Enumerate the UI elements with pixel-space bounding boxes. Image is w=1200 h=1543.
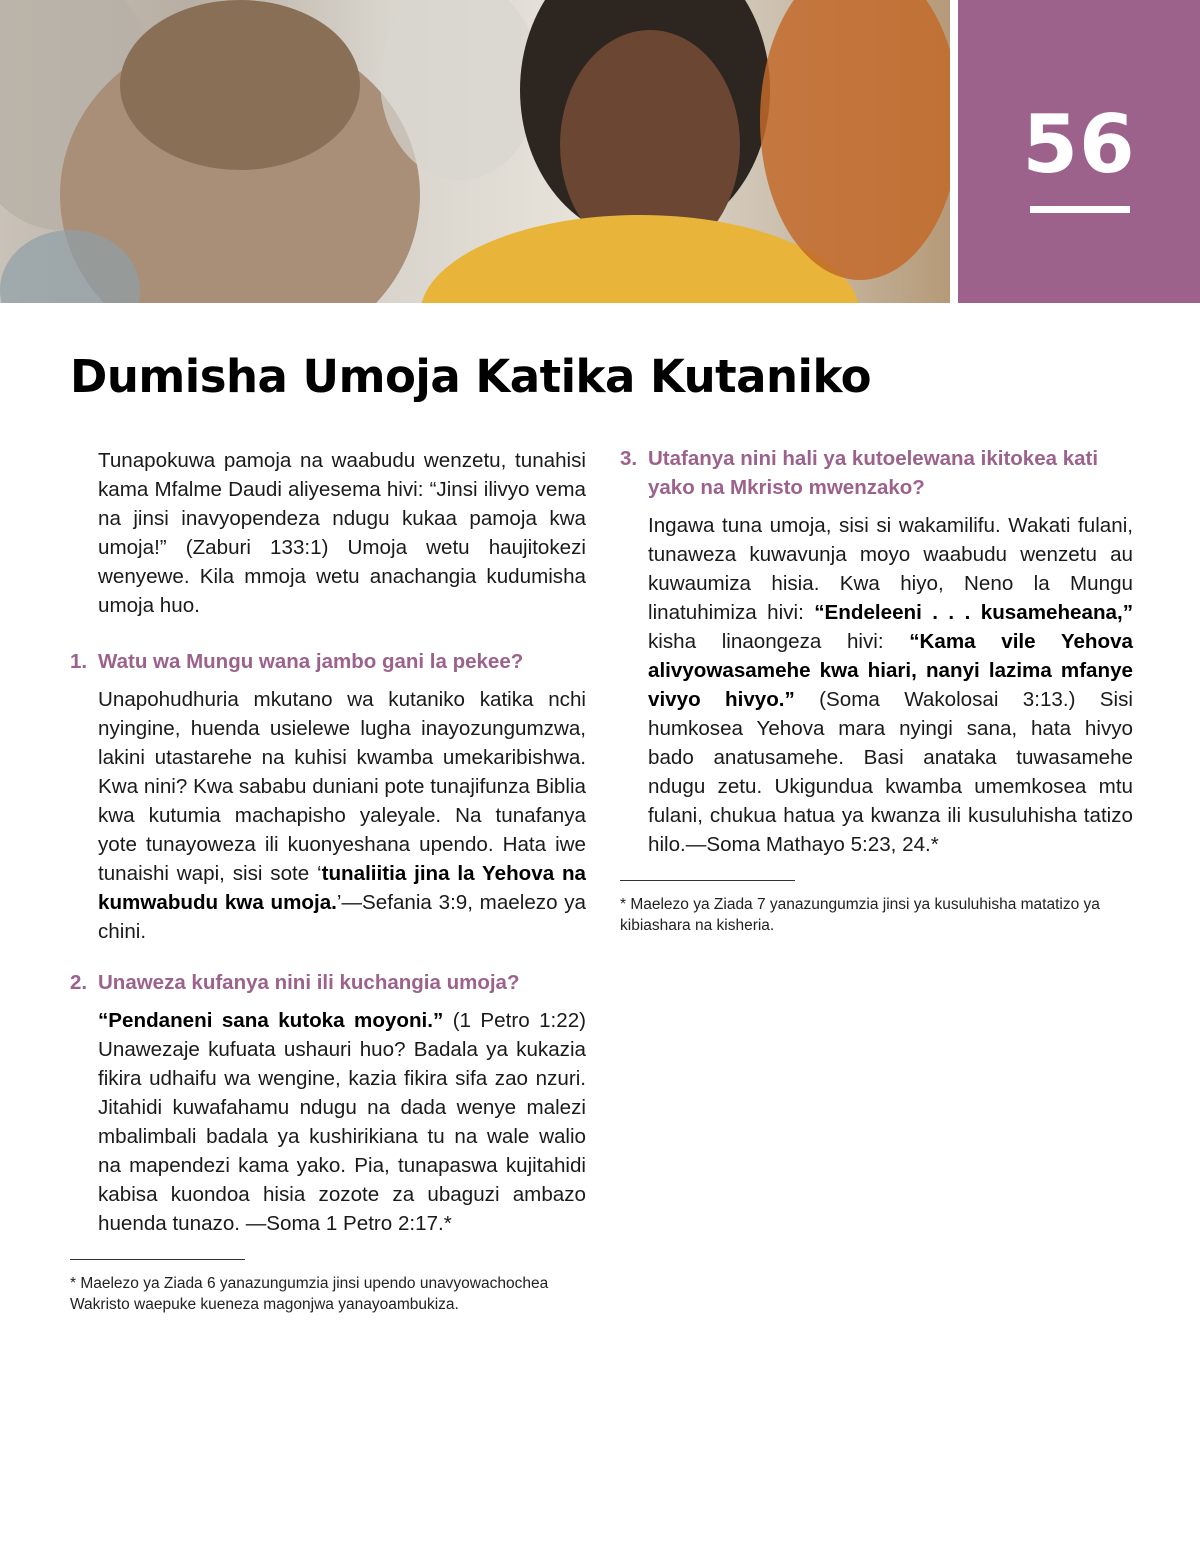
footnote-divider-right <box>620 880 795 881</box>
answer-1 <box>70 685 586 946</box>
chapter-number: 56 <box>1022 98 1136 191</box>
answer-3-emphasis-2: “Kama vile Yehova alivyowasamehe kwa hiari, nanyi lazima mfanye vivyo hivyo.” <box>648 630 1133 711</box>
answer-2-emphasis: “Pendaneni sana kutoka moyoni.” <box>98 1009 444 1032</box>
answer-3-emphasis-1: “Endeleeni . . . kusameheana,” <box>814 601 1133 624</box>
answer-3-text: Ingawa tuna umoja, sisi si wakamilifu. Wakati fulani, tunaweza kuwavunja moyo waabudu wenzetu au kuwaumiza hisia. Kwa hiyo, Neno la Mungu linatuhimiza hivi: <box>648 514 1133 624</box>
right-column <box>620 444 1133 936</box>
chapter-number-underline <box>1030 206 1130 213</box>
footnote-divider-left <box>70 1259 245 1260</box>
answer-3-text-2: kisha linaongeza hivi: <box>648 630 910 653</box>
question-3-text: Utafanya nini hali ya kutoelewana ikitokea kati yako na Mkristo mwenzako? <box>648 447 1099 499</box>
question-2-text: Unaweza kufanya nini ili kuchangia umoja? <box>98 971 520 994</box>
question-2 <box>70 968 586 997</box>
answer-1-text: Unapohudhuria mkutano wa kutaniko katika nchi nyingine, huenda usielewe lugha inayozungumzwa, lakini utastarehe na kuhisi kwamba umekaribishwa. Kwa nini? Kwa sababu duniani pote tunajifunza Biblia kwa kutumia machapisho yaleyale. Na tunafanya yote tunayoweza ili kuonyeshana upendo. Hata iwe tunaishi wapi, sisi sote ‘ <box>98 688 586 885</box>
intro-paragraph: Tunapokuwa pamoja na waabudu wenzetu, tunahisi kama Mfalme Daudi aliyesema hivi: “Jinsi ilivyo vema na jinsi inavyopendeza ndugu kukaa pamoja kwa umoja!” (Zaburi 133:1) Umoja wetu haujitokezi wenyewe. Kila mmoja wetu anachangia kudumisha umoja huo. <box>98 449 586 617</box>
answer-2-text: (1 Petro 1:22) Unawezaje kufuata ushauri huo? Badala ya kukazia fikira udhaifu wa wengine, kazia fikira sifa zao nzuri. Jitahidi kuwafahamu ndugu na dada wenye malezi mbalimbali badala ya kushirikiana tu na wale walio na mapendezi kama yako. Pia, tunapaswa kujitahidi kabisa kuondoa hisia zozote za ubaguzi ambazo huenda tunazo. —Soma 1 Petro 2:17.* <box>98 1009 587 1235</box>
answer-3 <box>620 511 1133 859</box>
left-column <box>70 444 586 1315</box>
question-1-number: 1. <box>70 650 88 673</box>
question-3-number: 3. <box>620 447 638 470</box>
answer-1-emphasis: tunaliitia jina la Yehova na kumwabudu kwa umoja. <box>98 862 586 914</box>
footnote-left: * Maelezo ya Ziada 6 yanazungumzia jinsi upendo unavyowachochea Wakristo waepuke kueneza magonjwa yanayoambukiza. <box>70 1275 549 1313</box>
chapter-number-panel <box>958 0 1200 303</box>
question-3 <box>620 444 1133 502</box>
footnote-right: * Maelezo ya Ziada 7 yanazungumzia jinsi ya kusuluhisha matatizo ya kibiashara na kisheria. <box>620 896 1100 934</box>
question-2-number: 2. <box>70 971 88 994</box>
answer-2 <box>70 1006 586 1238</box>
page-title: Dumisha Umoja Katika Kutaniko <box>70 350 872 403</box>
answer-3-text-3: (Soma Wakolosai 3:13.) Sisi humkosea Yehova mara nyingi sana, hata hivyo bado anatusamehe. Basi anataka tuwasamehe ndugu zetu. Ukigundua kwamba umemkosea mtu fulani, chukua hatua ya kwanza ili kusuluhisha tatizo hilo.—Soma Mathayo 5:23, 24.* <box>648 688 1133 856</box>
answer-1-citation: ’—Sefania 3:9, maelezo ya chini. <box>98 891 586 943</box>
question-1-text: Watu wa Mungu wana jambo gani la pekee? <box>98 650 524 673</box>
question-1 <box>70 647 586 676</box>
header-photo <box>0 0 950 303</box>
